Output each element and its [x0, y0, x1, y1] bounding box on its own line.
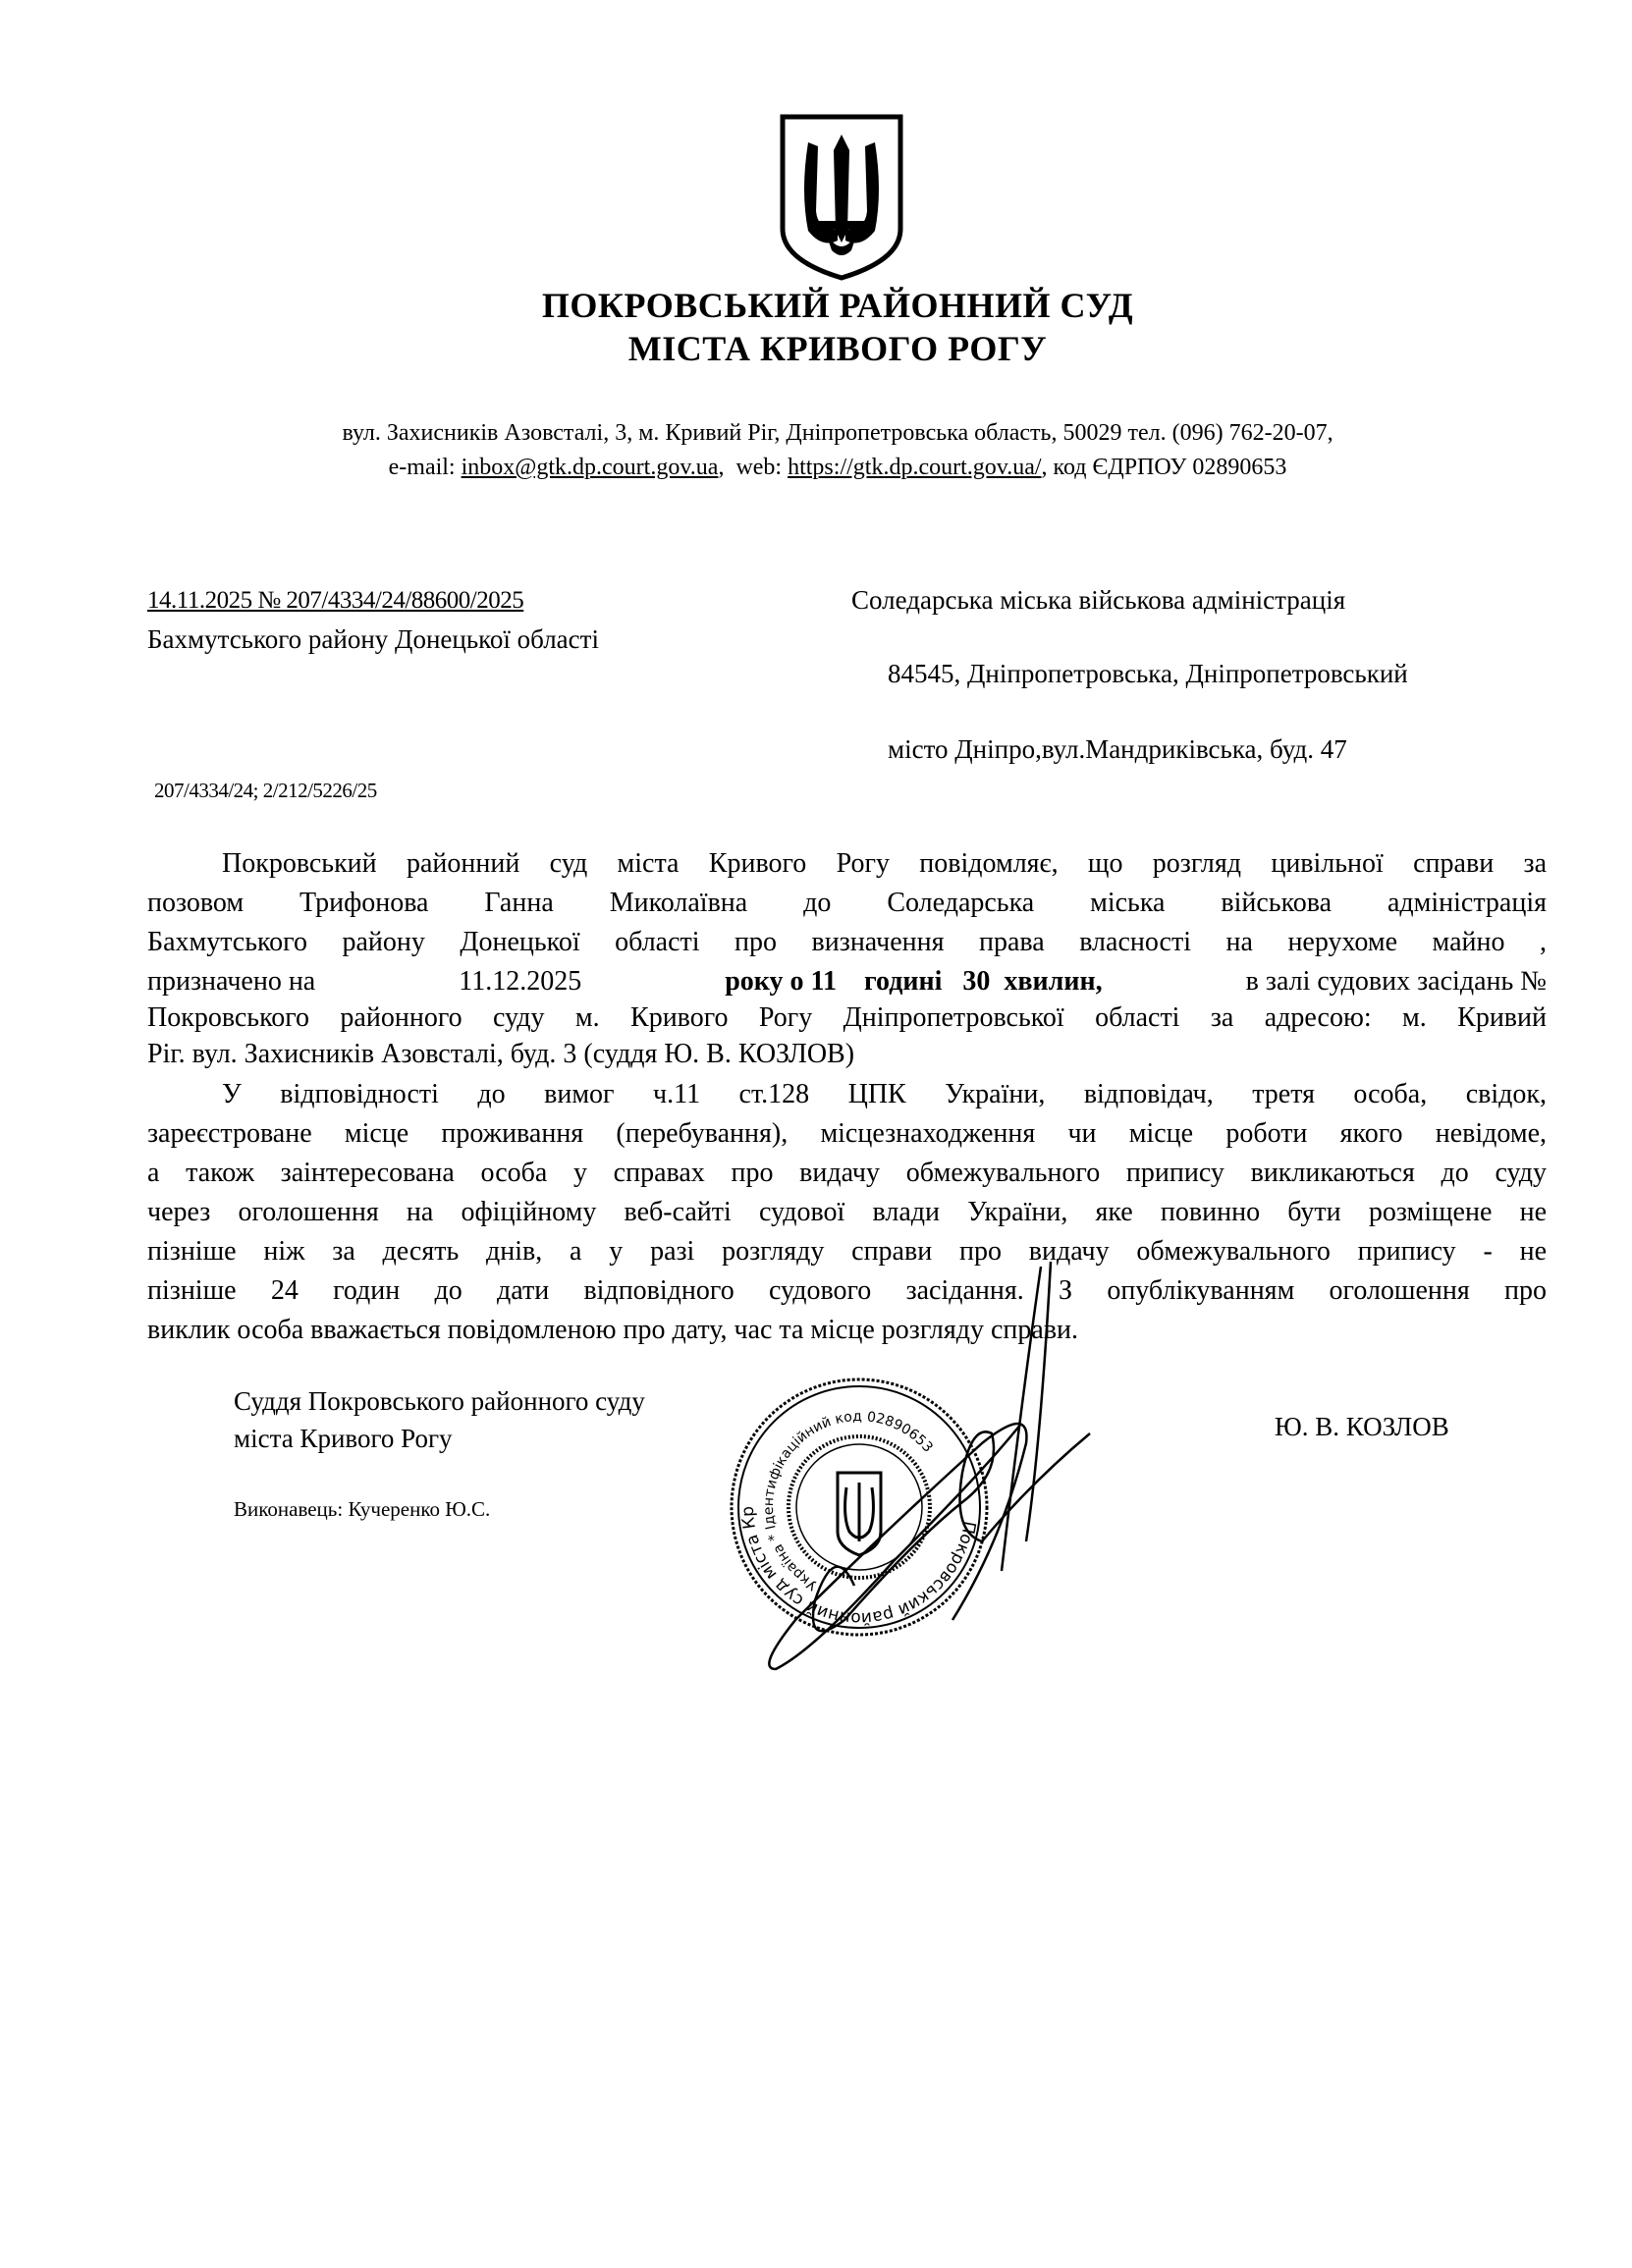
recipient-name-cont: Бахмутського району Донецької області: [147, 624, 599, 654]
signer-name: Ю. В. КОЗЛОВ: [1275, 1412, 1449, 1441]
email-label: e-mail:: [388, 455, 456, 480]
hearing-date: 11.12.2025: [459, 966, 582, 997]
body-line: Покровського районного суду м. Кривого Рогу Дніпропетровської області за адресою: м. Кривий: [147, 1002, 1547, 1033]
svg-text:Україна * Ідентифікаційний код: Україна * Ідентифікаційний код 02890653: [760, 1408, 936, 1593]
hearing-time: року о 11 годині 30 хвилин,: [725, 966, 1103, 997]
court-address-line1: вул. Захисників Азовсталі, 3, м. Кривий Ріг, Дніпропетровська область, 50029 тел. (096) 762-20-07,: [342, 420, 1333, 446]
body-line: а також заінтересована особа у справах про видачу обмежувального припису викликаються до суду: [147, 1158, 1547, 1188]
body-line: пізніше ніж за десять днів, а у разі розгляду справи про видачу обмежувального припису - не: [147, 1236, 1547, 1267]
outgoing-reference: 14.11.2025 № 207/4334/24/88600/2025: [147, 587, 524, 614]
signer-position-line2: міста Кривого Рогу: [234, 1424, 453, 1453]
edrpou-code: код ЄДРПОУ 02890653: [1053, 455, 1287, 480]
body-line: через оголошення на офіційному веб-сайті судової влади України, яке повинно бути розміщене не: [147, 1197, 1547, 1227]
body-line-hearing-time: [147, 966, 1547, 1005]
body-line: У відповідності до вимог ч.11 ст.128 ЦПК України, відповідач, третя особа, свідок,: [222, 1079, 1547, 1109]
recipient-address2: місто Дніпро,вул.Мандриківська, буд. 47: [888, 734, 1347, 764]
email-link[interactable]: inbox@gtk.dp.court.gov.ua: [461, 455, 719, 480]
hearing-room: в залі судових засідань №: [1245, 966, 1547, 997]
executor: Виконавець: Кучеренко Ю.С.: [234, 1497, 491, 1521]
court-name-line1: ПОКРОВСЬКИЙ РАЙОННИЙ СУД: [541, 286, 1134, 325]
coat-of-arms-emblem: [779, 113, 904, 282]
body-line: Покровський районний суд міста Кривого Рогу повідомляє, що розгляд цивільної справи за: [222, 848, 1547, 879]
body-line: Ріг. вул. Захисників Азовсталі, буд. 3 (суддя Ю. В. КОЗЛОВ): [147, 1039, 855, 1069]
body-line: Бахмутського району Донецької області про визначення права власності на нерухоме майно ,: [147, 927, 1547, 957]
hearing-prefix: призначено на: [147, 966, 316, 997]
body-line: позовом Трифонова Ганна Миколаївна до Соледарська міська військова адміністрація: [147, 888, 1547, 918]
case-numbers: 207/4334/24; 2/212/5226/25: [154, 779, 377, 802]
web-link[interactable]: https://gtk.dp.court.gov.ua/: [788, 455, 1042, 480]
signer-position-line1: Суддя Покровського районного суду: [234, 1386, 645, 1416]
web-label: web:: [735, 455, 783, 480]
body-line: пізніше 24 годин до дати відповідного судового засідання. З опублікуванням оголошення про: [147, 1275, 1547, 1306]
handwritten-signature: [756, 1247, 1110, 1679]
body-line: зареєстроване місце проживання (перебування), місцезнаходження чи місце роботи якого невідоме,: [147, 1118, 1547, 1149]
body-line: виклик особа вважається повідомленою про дату, час та місце розгляду справи.: [147, 1315, 1079, 1345]
court-name-line2: МІСТА КРИВОГО РОГУ: [627, 329, 1048, 368]
recipient-address1: 84545, Дніпропетровська, Дніпропетровський: [888, 659, 1408, 688]
recipient-name: Соледарська міська військова адміністрація: [851, 585, 1346, 615]
svg-text:Покровський районний суд міста: Покровський районний суд міста Кр: [737, 1505, 980, 1629]
court-contacts-line: e-mail: inbox@gtk.dp.court.gov.ua, web: https://gtk.dp.court.gov.ua/, код ЄДРПОУ 02890653: [388, 455, 1287, 480]
